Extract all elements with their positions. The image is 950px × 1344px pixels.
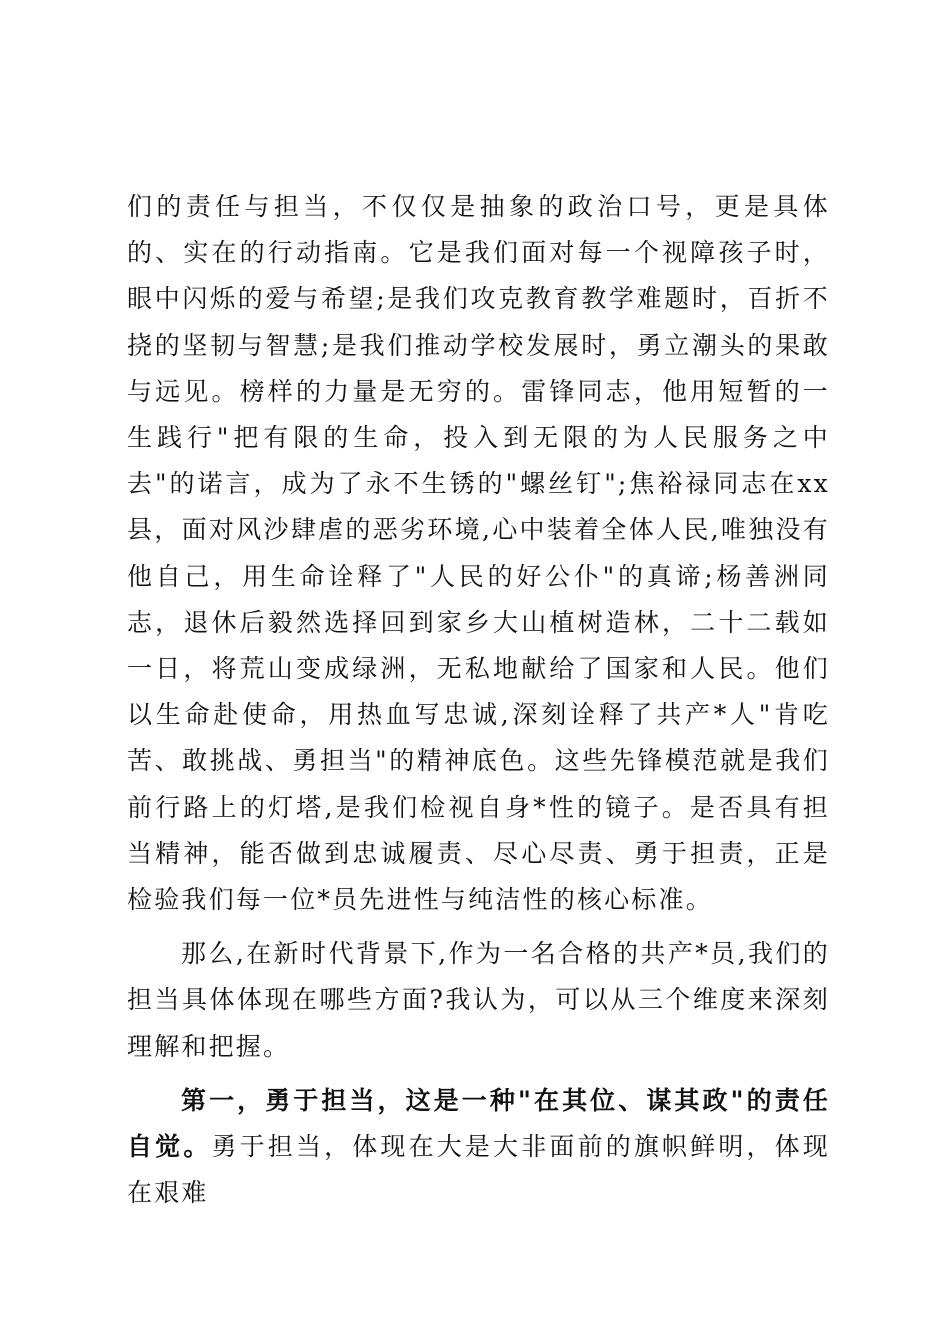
section-body-text: 勇于担当，体现在大是大非面前的旗帜鲜明，体现在艰难	[127, 1132, 830, 1208]
document-body	[127, 184, 830, 1216]
paragraph-question: 那么,在新时代背景下,作为一名合格的共产*员,我们的担当具体体现在哪些方面?我认为，可以从三个维度来深刻理解和把握。	[127, 939, 830, 1061]
section-heading: 第一，勇于担当，这是一种"在其位、谋其政"的责任自觉。	[127, 1085, 830, 1162]
paragraph-continuation: 们的责任与担当，不仅仅是抽象的政治口号，更是具体的、实在的行动指南。它是我们面对每一个视障孩子时，眼中闪烁的爱与希望;是我们攻克教育教学难题时，百折不挠的坚韧与智慧;是我们推动学校发展时，勇立潮头的果敢与远见。榜样的力量是无穷的。雷锋同志，他用短暂的一生践行"把有限的生命，投入到无限的为人民服务之中去"的诺言，成为了永不生锈的"螺丝钉";焦裕禄同志在xx县，面对风沙肆虐的恶劣环境,心中装着全体人民,唯独没有他自己，用生命诠释了"人民的好公仆"的真谛;杨善洲同志，退休后毅然选择回到家乡大山植树造林，二十二载如一日，将荒山变成绿洲，无私地献给了国家和人民。他们以生命赴使命，用热血写忠诚,深刻诠释了共产*人"肯吃苦、敢挑战、勇担当"的精神底色。这些先锋模范就是我们前行路上的灯塔,是我们检视自身*性的镜子。是否具有担当精神，能否做到忠诚履责、尽心尽责、勇于担责，正是检验我们每一位*员先进性与纯洁性的核心标准。	[127, 192, 830, 915]
paragraph-first-point	[127, 1078, 830, 1217]
